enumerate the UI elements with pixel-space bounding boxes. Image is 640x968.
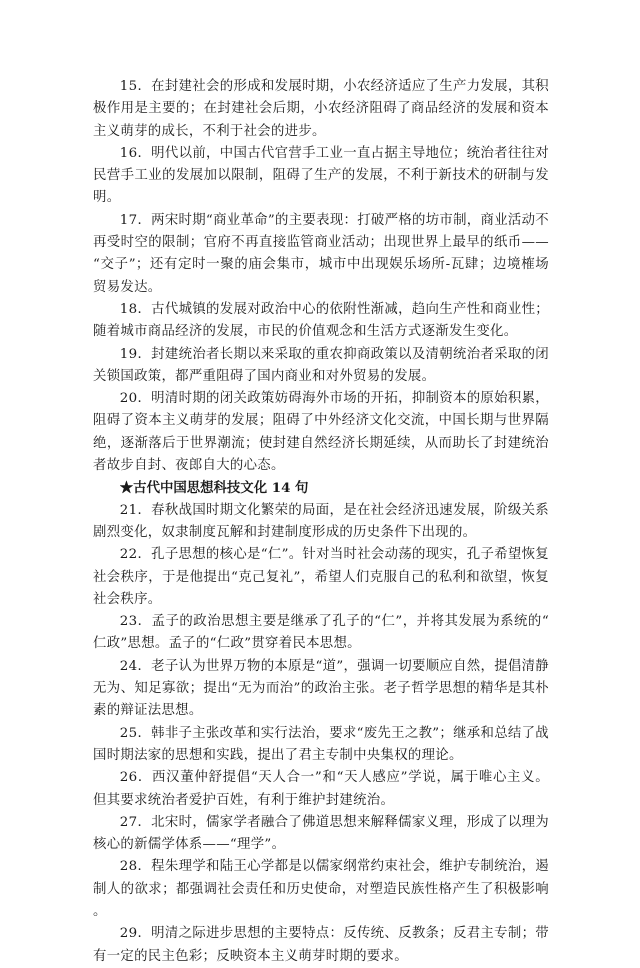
document-page [93,76,549,968]
paragraph-15: 15．在封建社会的形成和发展时期，小农经济适应了生产力发展，其积极作用是主要的；在封建社会后期，小农经济阻碍了商品经济的发展和资本主义萌芽的成长，不利于社会的进步。 [93,79,549,139]
paragraph-24: 24．老子认为世界万物的本原是“道”，强调一切要顺应自然，提倡清静无为、知足寡欲；提出“无为而治”的政治主张。老子哲学思想的精华是其朴素的辩证法思想。 [93,658,549,719]
paragraph-27: 27．北宋时，儒家学者融合了佛道思想来解释儒家义理，形成了以理为核心的新儒学体系——“理学”。 [93,814,549,853]
paragraph-22: 22．孔子思想的核心是“仁”。针对当时社会动荡的现实，孔子希望恢复社会秩序，于是他提出“克己复礼”，希望人们克服自己的私利和欲望，恢复社会秩序。 [93,547,549,607]
paragraph-23: 23．孟子的政治思想主要是继承了孔子的“仁”，并将其发展为系统的“仁政”思想。孟子的“仁政”贯穿着民本思想。 [93,614,549,652]
paragraph-19: 19．封建统治者长期以来采取的重农抑商政策以及清朝统治者采取的闭关锁国政策，都严重阻碍了国内商业和对外贸易的发展。 [93,346,549,384]
paragraph-18: 18．古代城镇的发展对政治中心的依附性渐减，趋向生产性和商业性；随着城市商品经济的发展，市民的价值观念和生活方式逐渐发生变化。 [93,301,549,340]
paragraph-25: 25．韩非子主张改革和实行法治，要求“废先王之教”；继承和总结了战国时期法家的思想和实践，提出了君主专制中央集权的理论。 [93,725,549,763]
paragraph-17: 17．两宋时期“商业革命”的主要表现：打破严格的坊市制，商业活动不再受时空的限制；官府不再直接监管商业活动；出现世界上最早的纸币——“交子”；还有定时一聚的庙会集市，城市中出现娱乐场所-瓦肆；边境榷场贸易发达。 [93,212,549,295]
paragraph-26: 26．西汉董仲舒提倡“天人合一”和“天人感应”学说，属于唯心主义。但其要求统治者爱护百姓，有利于维护封建统治。 [93,770,549,808]
paragraph-29: 29．明清之际进步思想的主要特点：反传统、反教条；反君主专制；带有一定的民主色彩；反映资本主义萌芽时期的要求。 [93,926,549,964]
paragraph-20: 20．明清时期的闭关政策妨碍海外市场的开拓，抑制资本的原始积累，阻碍了资本主义萌芽的发展；阻碍了中外经济文化交流，中国长期与世界隔绝，逐渐落后于世界潮流；使封建自然经济长期延续，从而助长了封建统治者故步自封、夜郎自大的心态。 [93,391,549,474]
paragraph-21: 21．春秋战国时期文化繁荣的局面，是在社会经济迅速发展，阶级关系剧烈变化，奴隶制度瓦解和封建制度形成的历史条件下出现的。 [93,502,549,540]
paragraph-28: 28．程朱理学和陆王心学都是以儒家纲常约束社会，维护专制统治，遏制人的欲求；都强调社会责任和历史使命，对塑造民族性格产生了积极影响。 [93,859,549,919]
paragraph-16: 16．明代以前，中国古代官营手工业一直占据主导地位；统治者往往对民营手工业的发展加以限制，阻碍了生产的发展，不利于新技术的研制与发明。 [93,145,549,206]
section-heading: ★古代中国思想科技文化 14 句 [119,480,309,497]
